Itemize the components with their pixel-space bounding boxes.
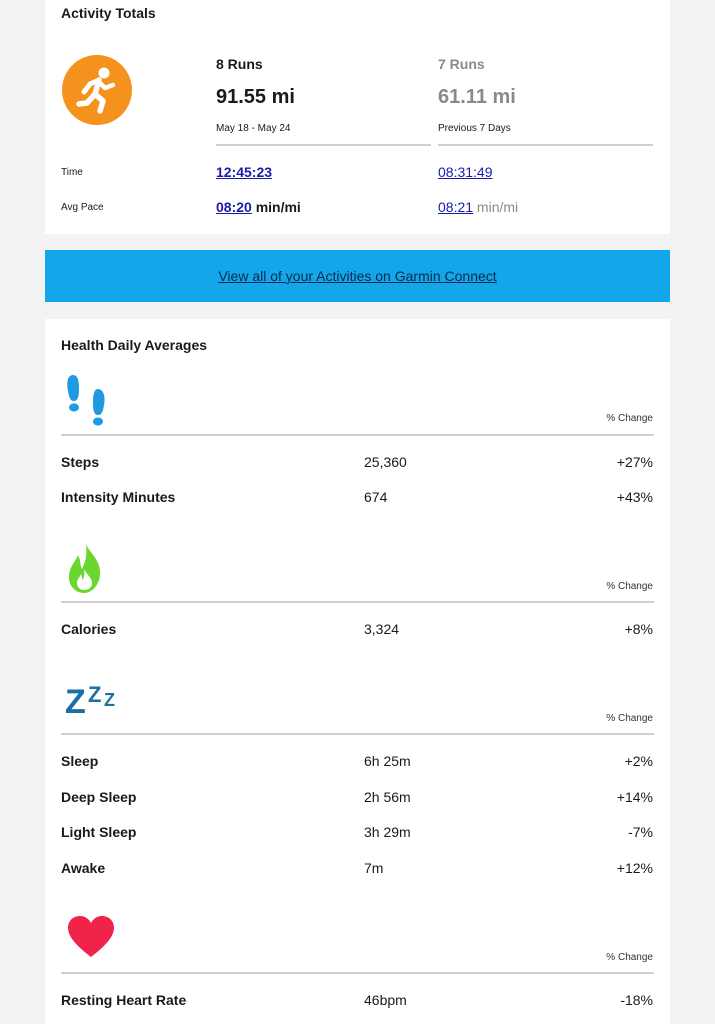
avg-pace-label: Avg Pace (61, 202, 104, 213)
health-title: Health Daily Averages (61, 337, 208, 353)
current-divider (216, 144, 431, 146)
deep-sleep-change: +14% (616, 789, 653, 805)
current-distance: 91.55 mi (216, 86, 295, 108)
previous-pace-unit: min/mi (473, 199, 519, 215)
current-pace-unit: min/mi (251, 199, 301, 215)
heart-divider (61, 972, 654, 974)
pct-change-header-heart: % Change (606, 952, 653, 963)
deep-sleep-value: 2h 56m (364, 789, 411, 805)
previous-pace-link[interactable]: 08:21 (438, 199, 474, 215)
intensity-minutes-label: Intensity Minutes (61, 489, 176, 505)
light-sleep-value: 3h 29m (364, 824, 411, 840)
resting-heart-rate-value: 46bpm (364, 992, 407, 1008)
steps-label: Steps (61, 454, 100, 470)
running-icon (62, 55, 132, 125)
previous-distance: 61.11 mi (438, 86, 516, 108)
sleep-divider (61, 733, 654, 735)
previous-divider (438, 144, 653, 146)
sleep-value: 6h 25m (364, 753, 411, 769)
steps-divider (61, 434, 654, 436)
view-activities-link[interactable]: View all of your Activities on Garmin Connect (218, 268, 497, 284)
flame-icon (65, 539, 105, 600)
activity-totals-title: Activity Totals (61, 5, 156, 21)
light-sleep-change: -7% (628, 824, 653, 840)
previous-time-link[interactable]: 08:31:49 (438, 164, 493, 180)
pct-change-header-sleep: % Change (606, 713, 653, 724)
steps-value: 25,360 (364, 454, 407, 470)
current-pace-link[interactable]: 08:20 (216, 199, 252, 215)
sleep-change: +2% (624, 753, 653, 769)
steps-change: +27% (616, 454, 653, 470)
light-sleep-label: Light Sleep (61, 824, 137, 840)
pct-change-header-steps: % Change (606, 413, 653, 424)
heart-icon (66, 915, 116, 964)
awake-label: Awake (61, 860, 106, 876)
deep-sleep-label: Deep Sleep (61, 789, 137, 805)
awake-value: 7m (364, 860, 384, 876)
zzz-small: Z (104, 690, 115, 710)
sleep-zzz-icon (65, 681, 135, 721)
calories-value: 3,324 (364, 621, 400, 637)
health-daily-averages-card (45, 319, 670, 1024)
sleep-label: Sleep (61, 753, 99, 769)
resting-heart-rate-label: Resting Heart Rate (61, 992, 187, 1008)
zzz-medium: Z (88, 682, 102, 707)
footprints-icon (65, 372, 109, 433)
zzz-large: Z (65, 683, 86, 721)
intensity-minutes-change: +43% (616, 489, 653, 505)
resting-heart-rate-change: -18% (620, 992, 653, 1008)
intensity-minutes-value: 674 (364, 489, 388, 505)
calories-label: Calories (61, 621, 117, 637)
previous-pace (438, 199, 518, 215)
current-runs: 8 Runs (216, 56, 263, 72)
time-label: Time (61, 167, 83, 178)
pct-change-header-calories: % Change (606, 581, 653, 592)
previous-period: Previous 7 Days (438, 123, 511, 134)
activity-totals-card (45, 0, 670, 234)
garmin-connect-banner (45, 250, 670, 302)
current-time-link[interactable]: 12:45:23 (216, 164, 273, 180)
calories-divider (61, 601, 654, 603)
previous-runs: 7 Runs (438, 56, 485, 72)
awake-change: +12% (616, 860, 653, 876)
current-pace (216, 199, 301, 215)
current-period: May 18 - May 24 (216, 123, 291, 134)
calories-change: +8% (624, 621, 653, 637)
